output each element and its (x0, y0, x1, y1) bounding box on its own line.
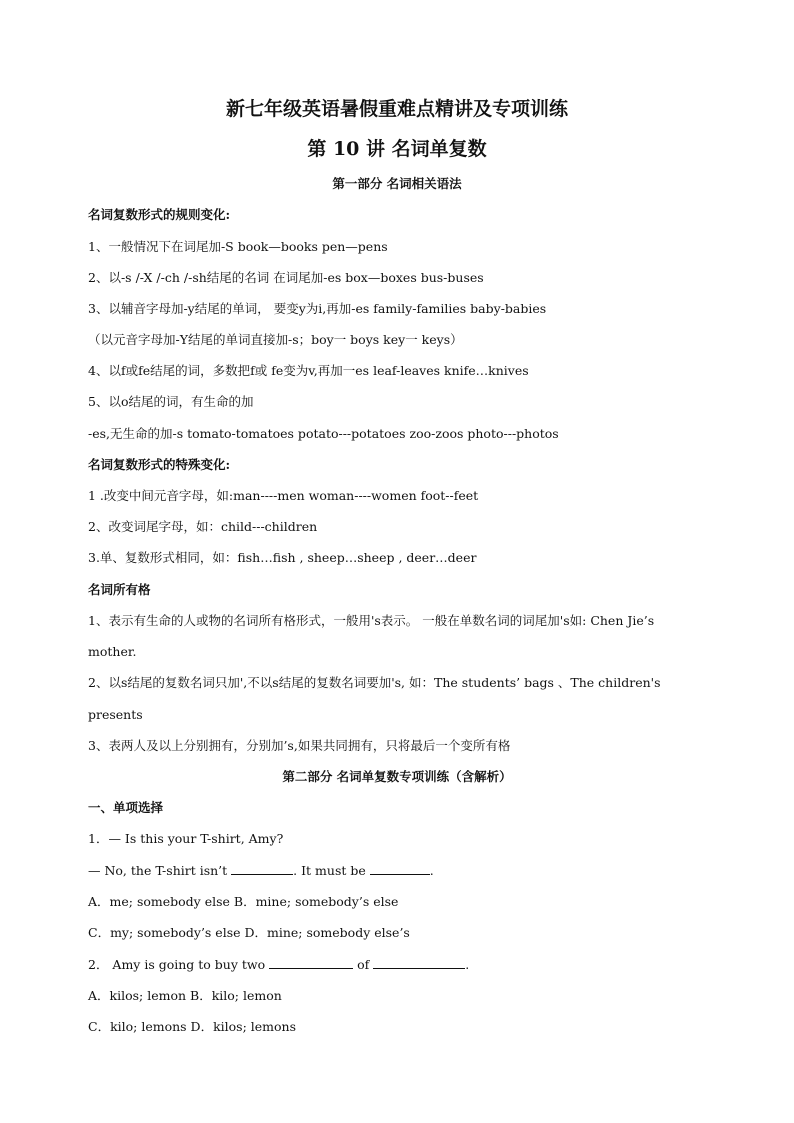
regular-rule-5: 5、以o结尾的词，有生命的加 (88, 394, 254, 409)
question-2-options-cd: C．kilo; lemons D．kilos; lemons (88, 1019, 297, 1034)
q2-text-c: . (465, 957, 470, 972)
part1-heading: 第一部分 名词相关语法 (332, 176, 462, 191)
q2-blank-2 (373, 956, 465, 969)
possessive-heading: 名词所有格 (88, 582, 151, 597)
q1-text-a: — No, the T-shirt isn’t (88, 863, 228, 878)
special-plural-heading: 名词复数形式的特殊变化: (88, 457, 231, 472)
q1-text-b: . It must be (293, 863, 366, 878)
question-1-options-cd: C．my; somebody’s else D．mine; somebody else’s (88, 925, 410, 940)
special-rule-2: 2、改变词尾字母，如：child---children (88, 519, 318, 534)
q1-blank-2 (370, 862, 430, 875)
question-1-options-ab: A．me; somebody else B．mine; somebody’s else (88, 894, 399, 909)
possessive-rule-3: 3、表两人及以上分别拥有，分别加’s,如果共同拥有，只将最后一个变所有格 (88, 738, 511, 753)
question-2-stem (88, 955, 734, 975)
q1-text-c: . (429, 863, 434, 878)
possessive-rule-2: 2、以s结尾的复数名词只加',不以s结尾的复数名词要加's, 如：The students’ bags 、The children's (88, 675, 661, 690)
question-2-options-ab: A．kilos; lemon B．kilo; lemon (88, 988, 282, 1003)
q2-text-b: of (357, 957, 370, 972)
special-rule-1: 1 .改变中间元音字母，如:man----men woman----women foot--feet (88, 488, 479, 503)
document-title: 新七年级英语暑假重难点精讲及专项训练 (225, 98, 568, 120)
question-1-line2 (88, 861, 734, 881)
part2-heading: 第二部分 名词单复数专项训练（含解析） (282, 769, 512, 784)
possessive-rule-1: 1、表示有生命的人或物的名词所有格形式，一般用's表示。 一般在单数名词的词尾加's如: Chen Jie’s (88, 613, 655, 628)
special-rule-3: 3.单、复数形式相同，如：fish…fish , sheep…sheep , deer…deer (88, 550, 477, 565)
regular-rule-3-note: （以元音字母加-Y结尾的单词直接加-s；boy一 boys key一 keys） (88, 332, 463, 347)
regular-rule-5-cont: -es,无生命的加-s tomato-tomatoes potato---potatoes zoo-zoos photo---photos (88, 426, 559, 441)
possessive-rule-1-cont: mother. (88, 644, 137, 659)
q2-text-a: 2． Amy is going to buy two (88, 957, 266, 972)
regular-plural-heading: 名词复数形式的规则变化: (88, 207, 231, 222)
regular-rule-4: 4、以f或fe结尾的词，多数把f或 fe变为v,再加一es leaf-leaves knife…knives (88, 363, 529, 378)
possessive-rule-2-cont: presents (88, 707, 143, 722)
q2-blank-1 (269, 956, 353, 969)
q1-blank-1 (231, 862, 293, 875)
section-heading: 一、单项选择 (88, 800, 164, 815)
regular-rule-2: 2、以-s /-X /-ch /-sh结尾的名词 在词尾加-es box—boxes bus-buses (88, 270, 484, 285)
lecture-title: 第 10 讲 名词单复数 (307, 138, 487, 160)
regular-rule-3: 3、以辅音字母加-y结尾的单词， 要变y为i,再加-es family-families baby-babies (88, 301, 547, 316)
regular-rule-1: 1、一般情况下在词尾加-S book—books pen—pens (88, 239, 388, 254)
question-1-stem: 1．— Is this your T-shirt, Amy? (88, 831, 284, 846)
